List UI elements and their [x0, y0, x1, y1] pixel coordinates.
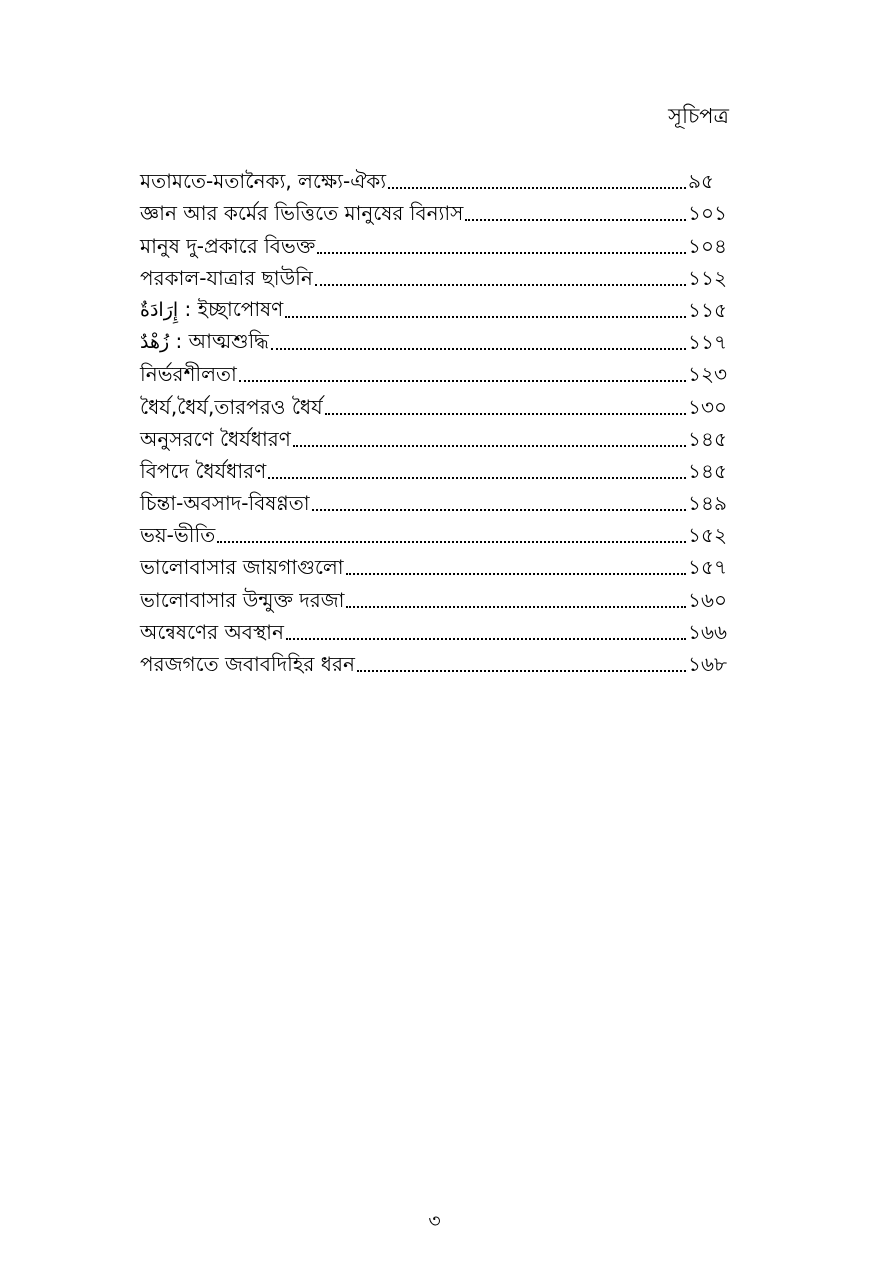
toc-entry — [140, 548, 728, 580]
toc-entry-title — [140, 328, 269, 355]
toc-entry-title — [140, 296, 283, 323]
page-number: ৩ — [428, 1210, 441, 1232]
page-header-title: সূচিপত্র — [668, 104, 729, 128]
toc-entry — [140, 323, 728, 355]
toc-entry — [140, 645, 728, 677]
toc-dot-leader — [317, 252, 686, 254]
toc-entry-title: ভালোবাসার উন্মুক্ত দরজা — [140, 587, 345, 612]
toc-entry-title: ধৈর্য,ধৈর্য,তারপরও ধৈর্য — [140, 394, 323, 419]
toc-entry — [140, 613, 728, 645]
toc-dot-leader — [315, 284, 686, 286]
toc-dot-leader — [239, 380, 686, 382]
toc-entry — [140, 226, 728, 258]
toc-entry-title-text: : ইচ্ছাপোষণ — [178, 296, 284, 321]
toc-entry-title: ভয়-ভীতি — [140, 523, 216, 548]
toc-entry-page: ১০১ — [688, 201, 727, 226]
toc-entry-title: মানুষ দু-প্রকারে বিভক্ত — [140, 233, 316, 258]
toc-entry-page: ১৬৮ — [688, 652, 727, 676]
toc-dot-leader — [325, 413, 686, 415]
toc-dot-leader — [268, 477, 686, 479]
toc-entry-page: ১৬৬ — [688, 619, 727, 644]
toc-dot-leader — [217, 541, 686, 543]
toc-entry-page: ১১২ — [688, 265, 727, 290]
toc-dot-leader — [465, 219, 686, 221]
toc-entry-title: পরজগতে জবাবদিহির ধরন — [140, 652, 355, 676]
toc-dot-leader — [285, 316, 686, 318]
toc-entry-page: ১৪৫ — [688, 426, 727, 451]
toc-entry-arabic-term: إِرَادَةٌ — [140, 298, 179, 321]
toc-entry — [140, 291, 728, 323]
toc-entry-page: ১৫৭ — [688, 555, 727, 580]
toc-entry-arabic-term: زُهْدٌ — [140, 331, 170, 354]
toc-entry-title: বিপদে ধৈর্যধারণ — [140, 458, 267, 483]
toc-entry-page: ১৪৯ — [688, 491, 727, 516]
toc-entry — [140, 259, 728, 291]
toc-entry — [140, 516, 728, 548]
toc-entry-title-text: : আত্মশুদ্ধি — [169, 329, 269, 354]
toc-entry-title: নির্ভরশীলতা — [140, 362, 237, 387]
toc-dot-leader — [388, 187, 686, 189]
toc-entry-page: ১২৩ — [688, 362, 727, 387]
toc-dot-leader — [357, 670, 686, 672]
toc-dot-leader — [312, 509, 686, 511]
toc-entry-title: চিন্তা-অবসাদ-বিষণ্ণতা — [140, 491, 310, 516]
toc-entry-page: ১৫২ — [688, 523, 727, 548]
toc-dot-leader — [293, 445, 686, 447]
toc-entry-title: জ্ঞান আর কর্মের ভিত্তিতে মানুষের বিন্যাস — [140, 201, 464, 226]
toc-dot-leader — [271, 348, 686, 350]
toc-entry-title: অনুসরণে ধৈর্যধারণ — [140, 426, 291, 451]
toc-entry-page: ১১৫ — [688, 297, 727, 322]
toc-entry-page: ১০৪ — [688, 233, 727, 258]
toc-entry-title: পরকাল-যাত্রার ছাউনি — [140, 265, 313, 290]
toc-entry — [140, 387, 728, 419]
toc-entry — [140, 355, 728, 387]
toc-entry — [140, 452, 728, 484]
toc-entry — [140, 194, 728, 226]
toc-entry-page: ১৪৫ — [688, 458, 727, 483]
toc-dot-leader — [286, 638, 686, 640]
table-of-contents — [140, 162, 728, 677]
toc-entry — [140, 420, 728, 452]
toc-dot-leader — [346, 573, 686, 575]
toc-entry — [140, 162, 728, 194]
toc-entry-page: ১১৭ — [688, 330, 727, 355]
toc-entry-page: ৯৫ — [688, 169, 714, 194]
toc-entry-title: ভালোবাসার জায়গাগুলো — [140, 555, 344, 580]
toc-dot-leader — [346, 606, 686, 608]
toc-entry-page: ১৩০ — [688, 394, 727, 419]
toc-entry-title: অন্বেষণের অবস্থান — [140, 619, 284, 644]
toc-entry-page: ১৬০ — [688, 587, 727, 612]
toc-entry-title: মতামতে-মতানৈক্য, লক্ষ্যে-ঐক্য — [140, 169, 387, 194]
toc-entry — [140, 484, 728, 516]
toc-entry — [140, 580, 728, 612]
